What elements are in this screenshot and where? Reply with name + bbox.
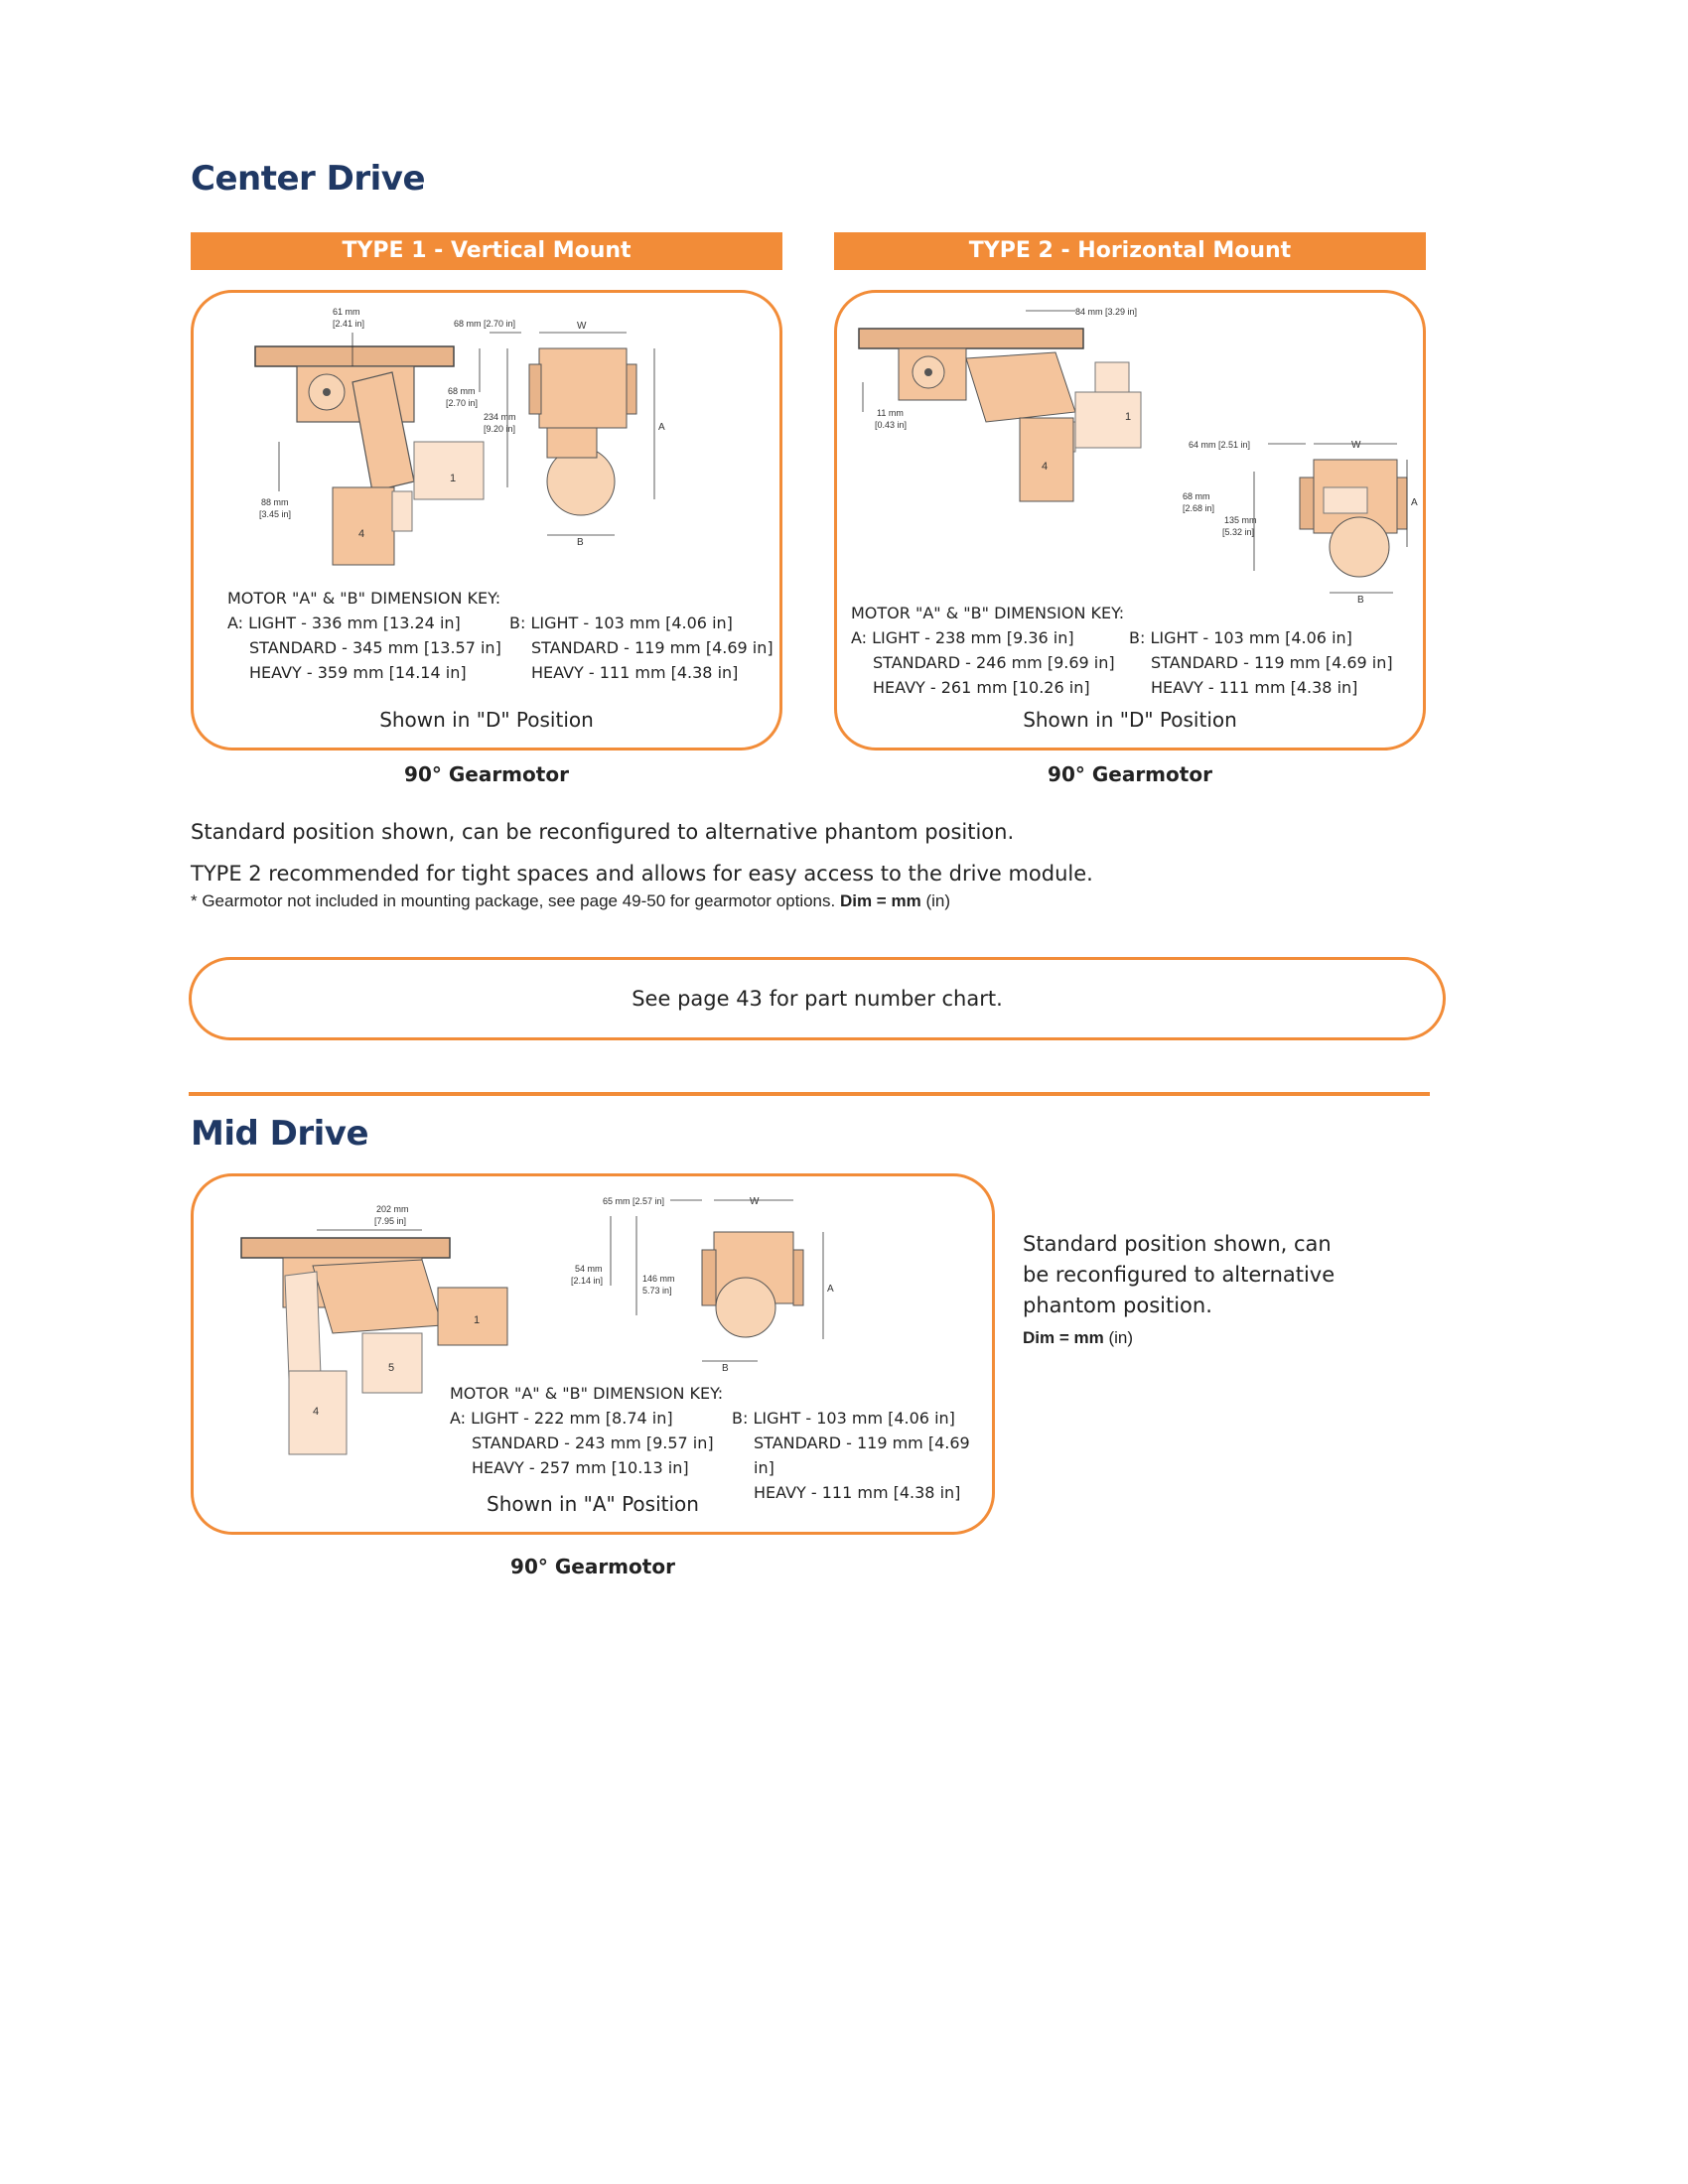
mid-dim-label: Dim = mm [1023,1328,1104,1347]
type2-dim4b: [2.68 in] [1183,503,1215,513]
type1-dim4: 234 mm [484,412,516,422]
type2-dim5: 135 mm [1224,515,1257,525]
type1-dim1: 61 mm [333,307,360,317]
type1-a-heavy: HEAVY - 359 mm [14.14 in] [249,663,467,682]
type1-label-4: 4 [358,528,365,540]
type2-dim2: 11 mm [877,408,904,418]
type1-a-standard: STANDARD - 345 mm [13.57 in] [249,638,501,657]
type2-key-title: MOTOR "A" & "B" DIMENSION KEY: [851,604,1125,622]
mid-a-heavy: HEAVY - 257 mm [10.13 in] [472,1458,689,1477]
type2-b-standard: STANDARD - 119 mm [4.69 in] [1151,653,1393,672]
center-dim-label: Dim = mm [839,891,921,910]
type1-dim-b: B [577,537,584,548]
mid-dim1: 202 mm [376,1204,409,1214]
type1-dim3b: [2.70 in] [446,398,479,408]
mid-b-standard: STANDARD - 119 mm [4.69 in] [754,1433,970,1477]
mid-dim3b: [2.14 in] [571,1276,604,1286]
mid-drawing [194,1176,998,1418]
mid-label-1: 1 [474,1314,481,1326]
type1-dim5: 88 mm [261,497,289,507]
type1-dim3: 68 mm [448,386,476,396]
type2-dim3: 64 mm [2.51 in] [1189,440,1251,450]
mid-a-standard: STANDARD - 243 mm [9.57 in] [472,1433,714,1452]
type2-dim-a: A [1411,497,1418,508]
center-footnote: * Gearmotor not included in mounting package, see page 49-50 for gearmotor options. [191,891,836,910]
type2-shown: Shown in "D" Position [1023,708,1237,732]
mid-side-note: Standard position shown, can be reconfigured to alternative phantom position. [1023,1232,1336,1317]
type2-label-4: 4 [1042,461,1049,473]
type2-dim-w: W [1351,440,1361,451]
mid-label-4: 4 [313,1406,320,1418]
type2-dim1: 84 mm [3.29 in] [1075,307,1138,317]
center-drive-title: Center Drive [191,159,426,199]
type2-panel [834,290,1426,751]
mid-dim-w: W [750,1196,760,1207]
type1-dim-a: A [658,422,665,433]
type2-b-light: B: LIGHT - 103 mm [4.06 in] [1129,628,1352,647]
mid-dim3: 54 mm [575,1264,603,1274]
center-note-2: TYPE 2 recommended for tight spaces and allows for easy access to the drive module. [191,862,1093,886]
type1-key-title: MOTOR "A" & "B" DIMENSION KEY: [227,589,501,608]
type1-dim5b: [3.45 in] [259,509,292,519]
type2-a-light: A: LIGHT - 238 mm [9.36 in] [851,628,1074,647]
type2-a-standard: STANDARD - 246 mm [9.69 in] [873,653,1115,672]
type1-panel [191,290,782,751]
see-page-text: See page 43 for part number chart. [632,987,1003,1011]
type1-gearmotor: 90° Gearmotor [404,762,569,786]
mid-a-light: A: LIGHT - 222 mm [8.74 in] [450,1409,673,1428]
type2-dim5b: [5.32 in] [1222,527,1255,537]
type2-gearmotor: 90° Gearmotor [1048,762,1212,786]
type1-dim4b: [9.20 in] [484,424,516,434]
mid-drive-title: Mid Drive [191,1114,369,1154]
mid-dim-unit: (in) [1108,1328,1134,1347]
type2-dim-b: B [1357,595,1364,606]
type1-drawing [194,293,785,581]
part-number-box [189,957,1446,1040]
type2-b-heavy: HEAVY - 111 mm [4.38 in] [1151,678,1358,697]
mid-label-5: 5 [388,1362,395,1374]
mid-key-title: MOTOR "A" & "B" DIMENSION KEY: [450,1384,724,1403]
mid-dim4b: 5.73 in] [642,1286,672,1296]
center-note-1: Standard position shown, can be reconfigured to alternative phantom position. [191,820,1015,844]
type2-a-heavy: HEAVY - 261 mm [10.26 in] [873,678,1090,697]
type2-label-1: 1 [1125,411,1132,423]
type2-key [851,601,1124,700]
type1-b-light: B: LIGHT - 103 mm [4.06 in] [509,614,733,632]
type1-b-standard: STANDARD - 119 mm [4.69 in] [531,638,774,657]
type1-shown: Shown in "D" Position [379,708,594,732]
type2-dim2b: [0.43 in] [875,420,908,430]
type2-drawing [837,293,1429,611]
mid-shown: Shown in "A" Position [487,1492,699,1516]
type1-dim2: 68 mm [2.70 in] [454,319,516,329]
mid-panel [191,1173,995,1535]
type2-key-b [1129,625,1393,700]
type1-key [227,586,501,685]
type1-b-heavy: HEAVY - 111 mm [4.38 in] [531,663,739,682]
section-divider [189,1092,1430,1096]
mid-gearmotor: 90° Gearmotor [510,1555,675,1578]
mid-dim4: 146 mm [642,1274,675,1284]
type2-header: TYPE 2 - Horizontal Mount [834,232,1426,270]
type1-dim-w: W [577,321,587,332]
mid-b-heavy: HEAVY - 111 mm [4.38 in] [754,1483,961,1502]
type2-dim4: 68 mm [1183,491,1210,501]
center-footnote-line [191,891,950,911]
mid-b-light: B: LIGHT - 103 mm [4.06 in] [732,1409,955,1428]
type1-dim1b: [2.41 in] [333,319,365,329]
mid-dim2: 65 mm [2.57 in] [603,1196,665,1206]
mid-dim-a: A [827,1284,834,1295]
mid-dim-line [1023,1328,1133,1348]
type1-key-b [509,611,774,685]
type1-a-light: A: LIGHT - 336 mm [13.24 in] [227,614,461,632]
center-dim-unit: (in) [925,891,950,910]
mid-dim-b: B [722,1363,729,1374]
mid-key [450,1381,723,1480]
type1-header: TYPE 1 - Vertical Mount [191,232,782,270]
mid-key-b [732,1406,992,1505]
type1-label-1: 1 [450,473,457,484]
mid-dim1b: [7.95 in] [374,1216,407,1226]
